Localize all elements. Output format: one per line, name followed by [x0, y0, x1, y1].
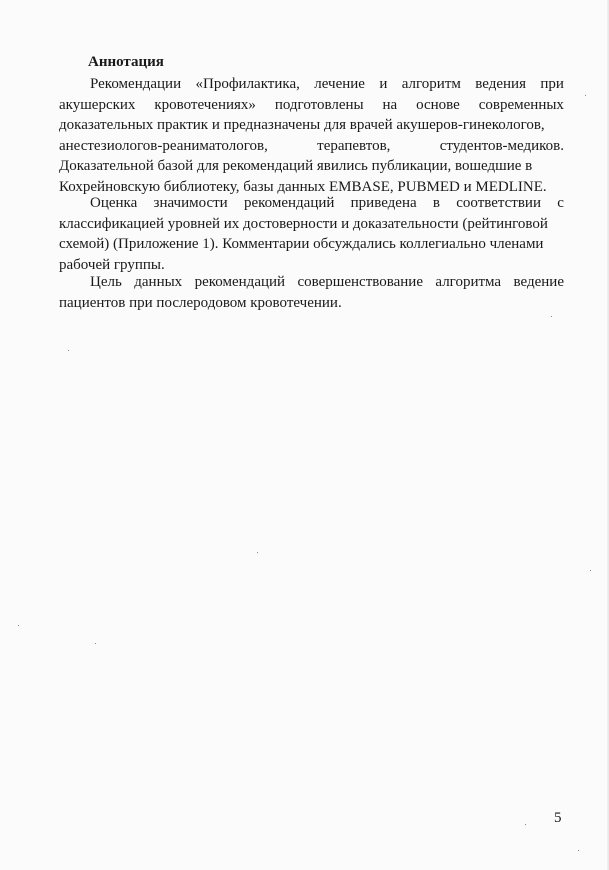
- word: значимости: [153, 195, 228, 211]
- word: подготовлены: [274, 96, 364, 113]
- text-line: классификацией уровней их достоверности и доказательности (рейтинговой: [59, 215, 548, 232]
- word: студентов-медиков.: [439, 137, 564, 154]
- scan-speck: [585, 95, 586, 96]
- text-line: схемой) (Приложение 1). Комментарии обсуждались коллегиально членами: [59, 236, 544, 252]
- word: основе: [416, 96, 460, 113]
- annotation-heading: Аннотация: [88, 54, 164, 70]
- word: лечение: [314, 76, 365, 92]
- scan-speck: [551, 316, 552, 317]
- text-line: пациентов при послеродовом кровотечении.: [59, 294, 342, 311]
- text-line: [59, 272, 564, 293]
- word: Оценка: [90, 195, 138, 211]
- paragraph-evaluation: [59, 193, 564, 275]
- word: алгоритм: [401, 76, 461, 92]
- text-line: Доказательной базой для рекомендаций явились публикации, вошедшие в: [59, 158, 533, 174]
- word: рекомендаций: [194, 274, 286, 290]
- text-line: [59, 74, 564, 95]
- word: в: [432, 195, 440, 211]
- word: «Профилактика,: [195, 76, 300, 92]
- word: алгоритма: [435, 274, 502, 290]
- word: рекомендаций: [243, 195, 335, 211]
- text-line: доказательных практик и предназначены для врачей акушеров-гинекологов,: [59, 117, 545, 133]
- text-line: [59, 136, 564, 157]
- paragraph-intro: [59, 74, 564, 197]
- scan-speck: [257, 552, 258, 553]
- word: на: [382, 96, 398, 113]
- word: при: [540, 76, 564, 92]
- paragraph-goal: [59, 272, 564, 313]
- word: данных: [134, 274, 183, 290]
- word: приведена: [350, 195, 417, 211]
- scan-speck: [590, 570, 591, 571]
- word: Цель: [90, 274, 122, 290]
- word: кровотечениях»: [154, 96, 256, 113]
- text-line: [59, 95, 564, 116]
- word: с: [557, 195, 564, 211]
- scan-speck: [18, 625, 19, 626]
- text-line: [59, 193, 564, 214]
- word: Рекомендации: [90, 76, 182, 92]
- word: совершенствование: [297, 274, 423, 290]
- word: терапевтов,: [317, 137, 391, 154]
- word: соответствии: [456, 195, 541, 211]
- word: акушерских: [59, 96, 136, 113]
- text-line: Кохрейновскую библиотеку, базы данных EMBASE, PUBMED и MEDLINE.: [59, 178, 547, 195]
- text-line: рабочей группы.: [59, 256, 165, 273]
- word: анестезиологов-реаниматологов,: [59, 137, 268, 154]
- scan-speck: [525, 824, 526, 825]
- page-number: 5: [554, 810, 562, 826]
- scan-speck: [68, 350, 69, 351]
- word: современных: [478, 96, 564, 113]
- scan-speck: [578, 850, 579, 851]
- word: и: [379, 76, 388, 92]
- scan-speck: [95, 643, 96, 644]
- word: ведения: [475, 76, 526, 92]
- word: ведение: [513, 274, 564, 290]
